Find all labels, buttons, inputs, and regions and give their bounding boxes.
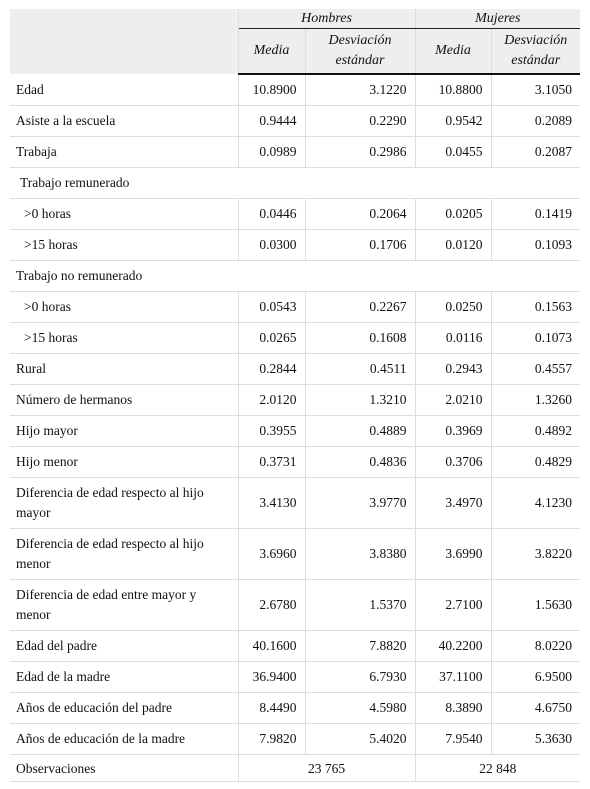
cell-ms: 0.1419 xyxy=(491,199,580,230)
table-row xyxy=(10,323,580,354)
cell-mm: 8.3890 xyxy=(415,693,491,724)
table-row xyxy=(10,74,580,106)
cell-hs: 1.3210 xyxy=(305,385,415,416)
col-header-desviacion-line2: estándar xyxy=(511,53,561,68)
cell-mm: 10.8800 xyxy=(415,74,491,106)
table-row xyxy=(10,529,580,580)
obs-hombres: 23 765 xyxy=(238,755,415,782)
cell-ms: 0.2089 xyxy=(491,106,580,137)
cell-ms: 4.1230 xyxy=(491,478,580,529)
cell-hm: 0.0446 xyxy=(238,199,305,230)
cell-hs: 3.8380 xyxy=(305,529,415,580)
cell-mm: 0.0455 xyxy=(415,137,491,168)
cell-hm: 3.4130 xyxy=(238,478,305,529)
cell-ms: 0.4557 xyxy=(491,354,580,385)
cell-hs: 1.5370 xyxy=(305,580,415,631)
cell-hs: 3.9770 xyxy=(305,478,415,529)
cell-hm: 8.4490 xyxy=(238,693,305,724)
cell-hs: 3.1220 xyxy=(305,74,415,106)
cell-mm: 0.0250 xyxy=(415,292,491,323)
cell-mm: 3.4970 xyxy=(415,478,491,529)
cell-ms: 5.3630 xyxy=(491,724,580,755)
row-label: Años de educación de la madre xyxy=(10,724,238,755)
col-header-media: Media xyxy=(415,29,491,75)
cell-mm: 0.2943 xyxy=(415,354,491,385)
row-label: >0 horas xyxy=(10,199,238,230)
cell-hm: 40.1600 xyxy=(238,631,305,662)
cell-mm: 0.0120 xyxy=(415,230,491,261)
cell-hm: 0.2844 xyxy=(238,354,305,385)
cell-hm: 10.8900 xyxy=(238,74,305,106)
col-header-media: Media xyxy=(238,29,305,75)
row-label: Observaciones xyxy=(10,755,238,782)
cell-hs: 0.4889 xyxy=(305,416,415,447)
cell-ms: 4.6750 xyxy=(491,693,580,724)
row-label: >15 horas xyxy=(10,323,238,354)
cell-hm: 0.0265 xyxy=(238,323,305,354)
header-corner xyxy=(10,9,238,74)
cell-hs: 0.1706 xyxy=(305,230,415,261)
cell-ms: 0.1093 xyxy=(491,230,580,261)
table-row xyxy=(10,137,580,168)
cell-hm: 0.3731 xyxy=(238,447,305,478)
cell-ms: 3.1050 xyxy=(491,74,580,106)
cell-mm: 0.9542 xyxy=(415,106,491,137)
cell-ms: 6.9500 xyxy=(491,662,580,693)
cell-hs: 0.1608 xyxy=(305,323,415,354)
table-row xyxy=(10,693,580,724)
row-label: Diferencia de edad respecto al hijo menor xyxy=(10,529,238,580)
cell-hm: 0.3955 xyxy=(238,416,305,447)
table-row xyxy=(10,447,580,478)
col-header-desviacion-line1: Desviación xyxy=(504,33,568,48)
cell-hs: 6.7930 xyxy=(305,662,415,693)
table-row xyxy=(10,354,580,385)
cell-ms: 0.4829 xyxy=(491,447,580,478)
observaciones-row xyxy=(10,755,580,782)
row-label: Rural xyxy=(10,354,238,385)
cell-hm: 3.6960 xyxy=(238,529,305,580)
row-label: >0 horas xyxy=(10,292,238,323)
cell-ms: 0.4892 xyxy=(491,416,580,447)
cell-hm: 7.9820 xyxy=(238,724,305,755)
table-row xyxy=(10,478,580,529)
col-header-desviacion-line1: Desviación xyxy=(328,33,392,48)
cell-mm: 3.6990 xyxy=(415,529,491,580)
row-label: Diferencia de edad entre mayor y menor xyxy=(10,580,238,631)
row-label: Edad de la madre xyxy=(10,662,238,693)
table-row xyxy=(10,385,580,416)
cell-mm: 7.9540 xyxy=(415,724,491,755)
cell-hs: 0.4511 xyxy=(305,354,415,385)
cell-mm: 37.1100 xyxy=(415,662,491,693)
row-label: Edad del padre xyxy=(10,631,238,662)
table-row xyxy=(10,199,580,230)
row-label: Asiste a la escuela xyxy=(10,106,238,137)
table-row xyxy=(10,292,580,323)
obs-mujeres: 22 848 xyxy=(415,755,580,782)
table-row xyxy=(10,230,580,261)
table-row xyxy=(10,631,580,662)
row-label: Trabajo no remunerado xyxy=(10,261,580,292)
cell-mm: 40.2200 xyxy=(415,631,491,662)
cell-mm: 0.3969 xyxy=(415,416,491,447)
cell-ms: 0.1073 xyxy=(491,323,580,354)
row-label: Trabajo remunerado xyxy=(10,168,580,199)
cell-ms: 0.2087 xyxy=(491,137,580,168)
cell-hs: 0.2290 xyxy=(305,106,415,137)
cell-hm: 2.0120 xyxy=(238,385,305,416)
row-label: Años de educación del padre xyxy=(10,693,238,724)
cell-hm: 2.6780 xyxy=(238,580,305,631)
cell-hs: 7.8820 xyxy=(305,631,415,662)
cell-hs: 5.4020 xyxy=(305,724,415,755)
table-body xyxy=(10,74,580,782)
cell-mm: 0.3706 xyxy=(415,447,491,478)
row-label: Hijo menor xyxy=(10,447,238,478)
cell-ms: 1.5630 xyxy=(491,580,580,631)
table-row xyxy=(10,416,580,447)
cell-hs: 0.2267 xyxy=(305,292,415,323)
cell-hm: 0.9444 xyxy=(238,106,305,137)
group-header-mujeres: Mujeres xyxy=(415,9,580,29)
cell-hs: 0.2064 xyxy=(305,199,415,230)
cell-mm: 2.0210 xyxy=(415,385,491,416)
cell-mm: 2.7100 xyxy=(415,580,491,631)
col-header-desviacion xyxy=(305,29,415,75)
table-header xyxy=(10,9,580,74)
cell-hs: 4.5980 xyxy=(305,693,415,724)
cell-mm: 0.0205 xyxy=(415,199,491,230)
table-row xyxy=(10,261,580,292)
statistics-table xyxy=(10,9,580,782)
cell-ms: 3.8220 xyxy=(491,529,580,580)
row-label: Hijo mayor xyxy=(10,416,238,447)
cell-hs: 0.4836 xyxy=(305,447,415,478)
row-label: >15 horas xyxy=(10,230,238,261)
cell-ms: 8.0220 xyxy=(491,631,580,662)
table-row xyxy=(10,106,580,137)
cell-ms: 1.3260 xyxy=(491,385,580,416)
table-row xyxy=(10,580,580,631)
row-label: Edad xyxy=(10,74,238,106)
cell-hs: 0.2986 xyxy=(305,137,415,168)
cell-hm: 0.0543 xyxy=(238,292,305,323)
cell-mm: 0.0116 xyxy=(415,323,491,354)
table-row xyxy=(10,724,580,755)
table-row xyxy=(10,662,580,693)
cell-hm: 36.9400 xyxy=(238,662,305,693)
cell-hm: 0.0300 xyxy=(238,230,305,261)
col-header-desviacion-line2: estándar xyxy=(335,53,385,68)
row-label: Número de hermanos xyxy=(10,385,238,416)
cell-ms: 0.1563 xyxy=(491,292,580,323)
col-header-desviacion xyxy=(491,29,580,75)
cell-hm: 0.0989 xyxy=(238,137,305,168)
row-label: Trabaja xyxy=(10,137,238,168)
group-header-hombres: Hombres xyxy=(238,9,415,29)
row-label: Diferencia de edad respecto al hijo mayor xyxy=(10,478,238,529)
table-row xyxy=(10,168,580,199)
